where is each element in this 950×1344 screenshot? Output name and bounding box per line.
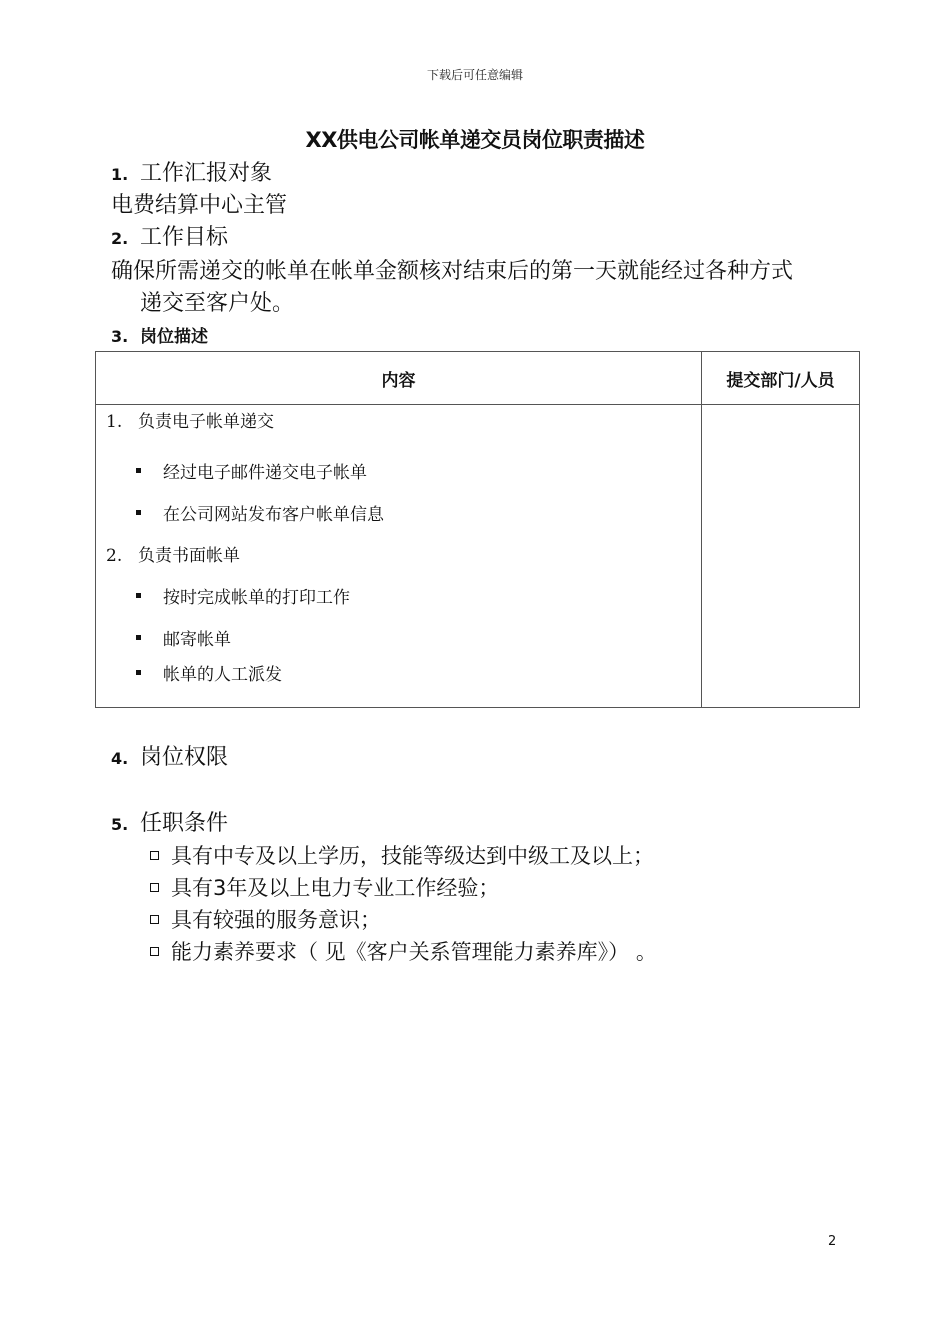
list-item: 在公司网站发布客户帐单信息 bbox=[163, 505, 384, 525]
section-title: 工作汇报对象 bbox=[140, 161, 273, 186]
checkbox-icon bbox=[150, 883, 159, 892]
content-cell bbox=[96, 405, 702, 708]
group-number: 1. bbox=[106, 412, 123, 432]
duty-table bbox=[95, 351, 860, 708]
checkbox-icon bbox=[150, 947, 159, 956]
duty-group-1 bbox=[106, 407, 274, 432]
section-title: 任职条件 bbox=[140, 811, 229, 836]
column-header-department: 提交部门/人员 bbox=[702, 352, 860, 405]
group-label: 负责电子帐单递交 bbox=[138, 412, 274, 432]
section-2-text-line1: 确保所需递交的帐单在帐单金额核对结束后的第一天就能经过各种方式 bbox=[111, 259, 794, 284]
section-number: 1. bbox=[111, 165, 129, 184]
duty-group-2 bbox=[106, 541, 240, 566]
bullet-icon bbox=[136, 635, 141, 640]
section-title: 岗位描述 bbox=[140, 327, 208, 347]
document-title: XX供电公司帐单递交员岗位职责描述 bbox=[305, 128, 645, 152]
section-1-heading bbox=[111, 156, 272, 187]
requirement-text: 具有3年及以上电力专业工作经验； bbox=[171, 876, 500, 900]
checkbox-icon bbox=[150, 915, 159, 924]
header-note: 下载后可任意编辑 bbox=[426, 68, 523, 82]
section-number: 3. bbox=[111, 327, 129, 346]
bullet-icon bbox=[136, 468, 141, 473]
section-number: 2. bbox=[111, 229, 129, 248]
section-1-text: 电费结算中心主管 bbox=[111, 193, 288, 218]
requirement-item bbox=[150, 872, 499, 902]
requirement-item bbox=[150, 904, 381, 934]
section-3-heading bbox=[111, 322, 208, 347]
section-4-heading bbox=[111, 740, 228, 771]
section-title: 岗位权限 bbox=[140, 745, 229, 770]
requirement-item bbox=[150, 936, 657, 966]
checkbox-icon bbox=[150, 851, 159, 860]
section-number: 5. bbox=[111, 815, 129, 834]
section-number: 4. bbox=[111, 749, 129, 768]
bullet-icon bbox=[136, 510, 141, 515]
section-2-text-line2: 递交至客户处。 bbox=[140, 291, 295, 316]
group-label: 负责书面帐单 bbox=[138, 546, 240, 566]
table-header-row bbox=[96, 352, 860, 405]
department-cell bbox=[702, 405, 860, 708]
section-2-heading bbox=[111, 220, 228, 251]
list-item: 邮寄帐单 bbox=[163, 630, 231, 650]
group-number: 2. bbox=[106, 546, 123, 566]
requirement-item bbox=[150, 840, 654, 870]
bullet-icon bbox=[136, 593, 141, 598]
column-header-content: 内容 bbox=[96, 352, 702, 405]
requirement-text: 能力素养要求（ 见《客户关系管理能力素养库》） 。 bbox=[171, 940, 657, 964]
section-title: 工作目标 bbox=[140, 225, 229, 250]
table-row bbox=[96, 405, 860, 708]
section-5-heading bbox=[111, 806, 228, 837]
page-number: 2 bbox=[828, 1234, 837, 1249]
bullet-icon bbox=[136, 670, 141, 675]
list-item: 经过电子邮件递交电子帐单 bbox=[163, 463, 367, 483]
list-item: 按时完成帐单的打印工作 bbox=[163, 588, 350, 608]
list-item: 帐单的人工派发 bbox=[163, 665, 282, 685]
requirement-text: 具有较强的服务意识； bbox=[171, 908, 381, 932]
requirement-text: 具有中专及以上学历，技能等级达到中级工及以上； bbox=[171, 844, 654, 868]
